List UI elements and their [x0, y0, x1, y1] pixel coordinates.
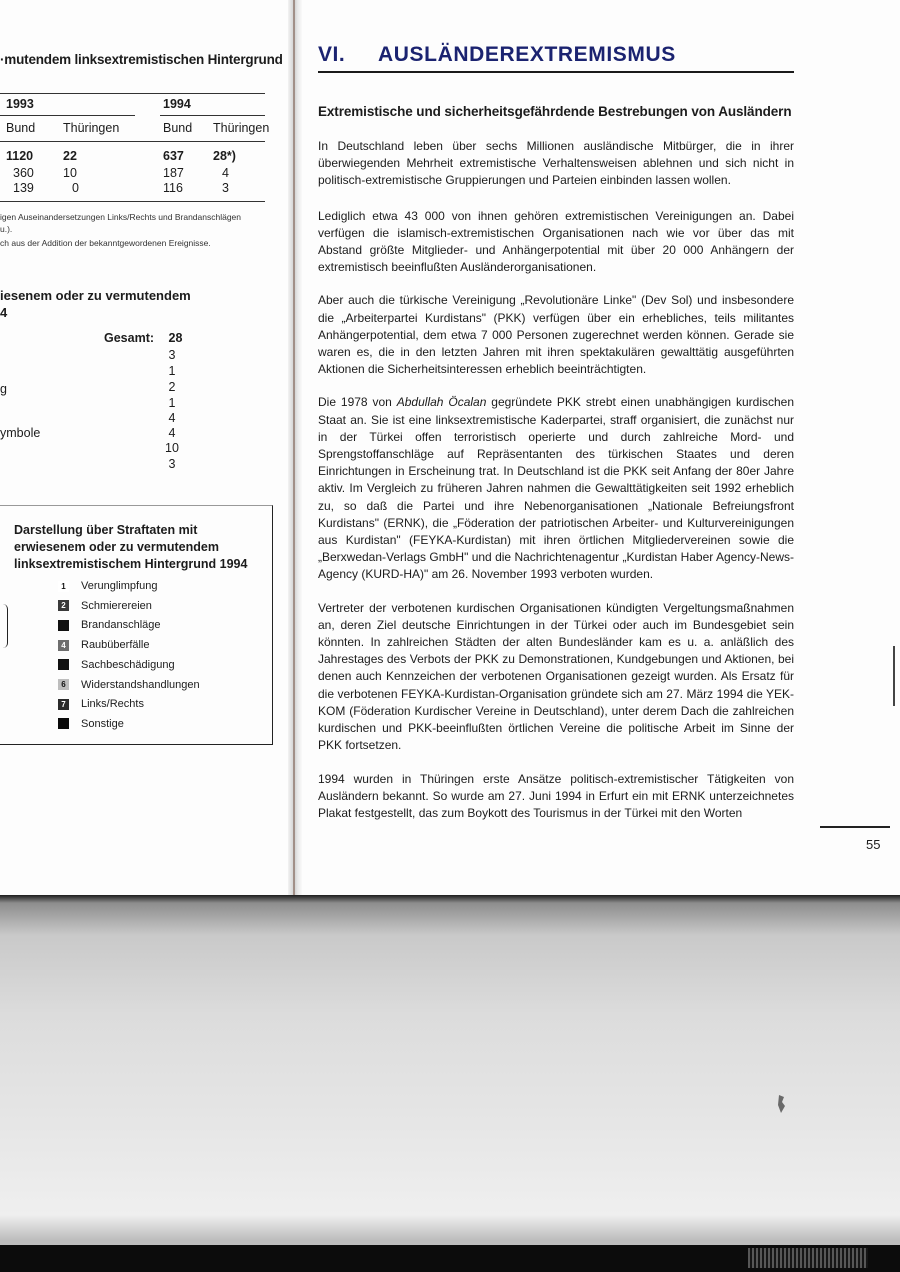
- footer-rule: [820, 826, 890, 828]
- count-value: 10: [165, 441, 179, 455]
- scanner-artifact: [748, 1248, 868, 1268]
- scanner-background: [0, 895, 900, 1272]
- count-value: 3: [168, 348, 176, 362]
- cell-bund-1994: 116: [163, 181, 183, 195]
- table-top-rule: [0, 93, 265, 94]
- cell-bund-1993: 360: [13, 166, 34, 180]
- page-number: 55: [866, 837, 881, 852]
- year-1994-header: 1994: [163, 97, 191, 111]
- chapter-rule: [318, 71, 794, 73]
- person-name: Abdullah Öcalan: [396, 395, 487, 410]
- legend-label: Sonstige: [81, 717, 124, 730]
- year-1993-rule: [0, 115, 135, 116]
- legend-swatch: [58, 620, 69, 631]
- book-gutter: [288, 0, 302, 895]
- legend-label: Sachbeschädigung: [81, 658, 175, 671]
- subheader-bund-1994: Bund: [163, 121, 193, 135]
- table-header-rule: [0, 141, 265, 142]
- cell-bund-1994: 637: [163, 149, 184, 163]
- subheader-thueringen-1993: Thüringen: [63, 121, 120, 135]
- legend-item: [58, 696, 144, 712]
- table-footnote: igen Auseinandersetzungen Links/Rechts und Brandanschlägen: [0, 212, 242, 222]
- paragraph: 1994 wurden in Thüringen erste Ansätze politisch-extremistischer Tätigkeiten von Ausländern bekannt. So wurde am 27. Juni 1994 in Erfurt ein mit ERNK unterzeichnetes Plakat festgestellt, das zum Boykott des Tourismus in der Türkei mit den Worten: [318, 771, 794, 820]
- paragraph: In Deutschland leben über sechs Millionen ausländische Mitbürger, die in ihrer überwiegenden Mehrheit extremistische Verhaltensweisen ablehnen und sich nicht in politisch-extremistische Gruppierungen und Parteien einbinden lassen wollen.: [318, 139, 794, 188]
- legend-item: [58, 677, 200, 693]
- gesamt-label: Gesamt:: [104, 331, 155, 345]
- legend-swatch: [58, 659, 69, 670]
- cell-bund-1993: 1120: [6, 149, 34, 163]
- paragraph: Aber auch die türkische Vereinigung „Revolutionäre Linke" (Dev Sol) und insbesondere die „Arbeiterpartei Kurdistans" (PKK) verfügen über ein erhebliches, teils militantes Anhängerpotential, dem etwa 7 000 Personen zugerechnet werden können. Gerade sie waren es, die in den letzten Jahren mit ihren spektakulären gewalttätig ausgeführten Aktionen die Sicherheitsinteressen erheblich beeinträchtigten.: [318, 293, 794, 377]
- table-bottom-rule: [0, 201, 265, 202]
- dust-speck: [776, 1093, 788, 1115]
- cell-thueringen-1994: 4: [222, 166, 229, 180]
- count-value: 1: [168, 364, 176, 378]
- count-value: 2: [168, 380, 176, 394]
- paragraph: Lediglich etwa 43 000 von ihnen gehören extremistischen Vereinigungen an. Dabei verfügen die islamisch-extremistischen Organisationen nach wie vor über das mit Abstand größte Mitglieder- und Anhängerpotential mit über 20 000 Anhängern der extremistisch beeinflußten Ausländerorganisationen.: [318, 208, 794, 275]
- legend-item: [58, 657, 175, 673]
- legend-label: Raubüberfälle: [81, 639, 150, 652]
- chapter-number: VI.: [318, 43, 346, 66]
- legend-swatch: 7: [58, 699, 69, 710]
- legend-item: [58, 598, 152, 614]
- cell-bund-1993: 139: [13, 181, 34, 195]
- table-footnote: u.).: [0, 224, 13, 234]
- cell-thueringen-1994: 28*): [213, 149, 236, 163]
- subheader-bund-1993: Bund: [6, 121, 36, 135]
- count-value: 4: [168, 411, 176, 425]
- category-label-fragment: g: [0, 382, 7, 396]
- cell-thueringen-1994: 3: [222, 181, 229, 195]
- legend-swatch: 6: [58, 679, 69, 690]
- legend-label: Widerstandshandlungen: [81, 678, 200, 691]
- cell-thueringen-1993: 22: [63, 149, 77, 163]
- legend-swatch: 4: [58, 640, 69, 651]
- legend-item: [58, 716, 124, 732]
- legend-item: [58, 617, 161, 633]
- subheader-thueringen-1994: Thüringen: [213, 121, 270, 135]
- chapter-title: AUSLÄNDEREXTREMISMUS: [378, 43, 676, 66]
- cell-bund-1994: 187: [163, 166, 184, 180]
- legend-title: Darstellung über Straftaten mit erwiesenem oder zu vermutendem linksextremistischem Hintergrund 1994: [14, 523, 248, 571]
- legend-label: Links/Rechts: [81, 698, 144, 711]
- count-value: 4: [168, 426, 176, 440]
- category-label-fragment: ymbole: [0, 426, 41, 440]
- legend-swatch: 1: [58, 581, 69, 592]
- page-edge-mark: [893, 646, 895, 706]
- section-heading: iesenem oder zu vermutendem: [0, 288, 191, 303]
- section-subheading: Extremistische und sicherheitsgefährdende Bestrebungen von Ausländern: [318, 104, 792, 119]
- paragraph: [318, 394, 794, 583]
- chart-legend-box: [0, 505, 273, 745]
- paragraph-text: gegründete PKK strebt einen unabhängigen kurdischen Staat an. Sie ist eine linksextremistische Kaderpartei, straff organisiert, die zunächst nur in der Türkei offen terroristisch operierte und durch zahlreiche Mord- und Sprengstoffanschläge auf Repräsentanten des türkischen Staates und deren Einrichtungen in Erscheinung trat. In Deutschland ist die PKK seit Anfang der 80er Jahre aktiv. Im Vergleich zu früheren Jahren nahmen die Gewalttätigkeiten seit 1992 erheblich zu, so daß die Partei und ihre Nebenorganisationen „Nationale Befreiungsfront Kurdistans" (ERNK), die „Föderation der patriotischen Arbeiter- und Kulturvereinigungen aus Kurdistan" (FEYKA-Kurdistan) mit ihren örtlichen Mitgliedervereinen sowie die „Berxwedan-Verlags GmbH" und die Nachrichtenagentur „Kurdistan Haber Agency-News-Agency (KURD-HA)" am 26. November 1993 verboten wurden.: [318, 395, 795, 582]
- body-text: [318, 138, 794, 838]
- cell-thueringen-1993: 10: [63, 166, 77, 180]
- left-page-title: ·mutendem linksextremistischen Hintergrund: [0, 52, 283, 67]
- paragraph-text: Die 1978 von: [318, 395, 397, 410]
- table-footnote: ch aus der Addition der bekanntgewordenen Ereignisse.: [0, 238, 211, 248]
- year-1993-header: 1993: [6, 97, 34, 111]
- legend-label: Brandanschläge: [81, 619, 161, 632]
- year-1994-rule: [160, 115, 265, 116]
- legend-item: [58, 578, 157, 594]
- cell-thueringen-1993: 0: [72, 181, 79, 195]
- count-value: 3: [168, 457, 176, 471]
- gesamt-total: [104, 331, 182, 345]
- legend-label: Verunglimpfung: [81, 580, 158, 592]
- legend-swatch: 2: [58, 600, 69, 611]
- pie-chart-edge: [3, 604, 8, 648]
- gesamt-value: 28: [168, 331, 183, 345]
- gutter-line: [293, 0, 295, 895]
- paragraph: Vertreter der verbotenen kurdischen Organisationen kündigten Vergeltungsmaßnahmen an, deren Ziel deutsche Einrichtungen in der Türkei oder auch im Bundesgebiet sein könnten. In zahlreichen Städten der alten Bundesländer kam es u. a. anläßlich des Jahrestages des Verbots der PKK zu Demonstrationen, Kundgebungen und Aktionen, bei denen auch Kennzeichen der verbotenen Organisationen gezeigt wurden. Als Ersatz für die verbotenen FEYKA-Kurdistan-Organisation gründete sich am 27. März 1994 die YEK-KOM (Föderation Kurdischer Vereine in Deutschland), unter derem Dach die zahlreichen kurdischen und PKK-beeinflußten örtlichen Vereine die politische Arbeit im Sinne der PKK fortsetzen.: [318, 600, 794, 753]
- count-value: 1: [168, 396, 176, 410]
- legend-label: Schmierereien: [81, 599, 152, 612]
- legend-item: [58, 637, 150, 653]
- legend-swatch: [58, 718, 69, 729]
- section-heading-year: 4: [0, 305, 8, 320]
